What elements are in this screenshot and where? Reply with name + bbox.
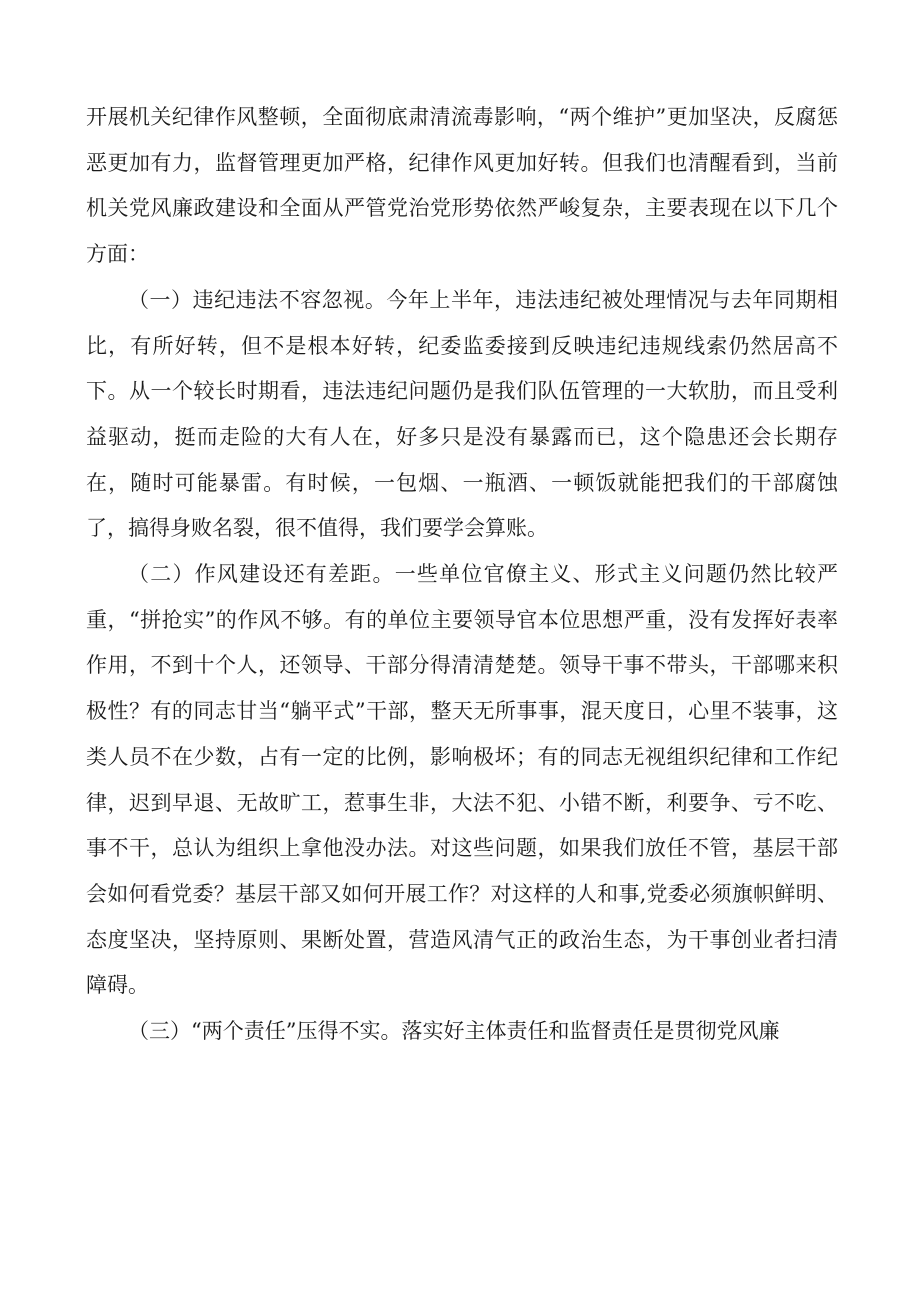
paragraph-section-1: （一）违纪违法不容忽视。今年上半年，违法违纪被处理情况与去年同期相比，有所好转，但不是根本好转，纪委监委接到反映违纪违规线索仍然居高不下。从一个较长时期看，违法违纪问题仍是我们队伍管理的一大软肋，而且受利益驱动，挺而走险的大有人在，好多只是没有暴露而已，这个隐患还会长期存在，随时可能暴雷。有时候，一包烟、一瓶酒、一顿饭就能把我们的干部腐蚀了，搞得身败名裂，很不值得，我们要学会算账。	[86, 287, 838, 541]
paragraph-section-2: （二）作风建设还有差距。一些单位官僚主义、形式主义问题仍然比较严重，“拼抢实”的作风不够。有的单位主要领导官本位思想严重，没有发挥好表率作用，不到十个人，还领导、干部分得清清楚楚。领导干事不带头，干部哪来积极性？有的同志甘当“躺平式”干部，整天无所事事，混天度日，心里不装事，这类人员不在少数，占有一定的比例，影响极坏；有的同志无视组织纪律和工作纪律，迟到早退、无故旷工，惹事生非，大法不犯、小错不断，利要争、亏不吃、事不干，总认为组织上拿他没办法。对这些问题，如果我们放任不管，基层干部会如何看党委？基层干部又如何开展工作？对这样的人和事,党委必须旗帜鲜明、态度坚决，坚持原则、果断处置，营造风清气正的政治生态，为干事创业者扫清障碍。	[86, 562, 838, 998]
document-body	[86, 95, 838, 1055]
paragraph-section-3: （三）“两个责任”压得不实。落实好主体责任和监督责任是贯彻党风廉	[128, 1019, 780, 1044]
paragraph-continuation: 开展机关纪律作风整顿，全面彻底肃清流毒影响，“两个维护”更加坚决，反腐惩恶更加有力，监督管理更加严格，纪律作风更加好转。但我们也清醒看到，当前机关党风廉政建设和全面从严管党治党形势依然严峻复杂，主要表现在以下几个方面：	[86, 105, 838, 267]
